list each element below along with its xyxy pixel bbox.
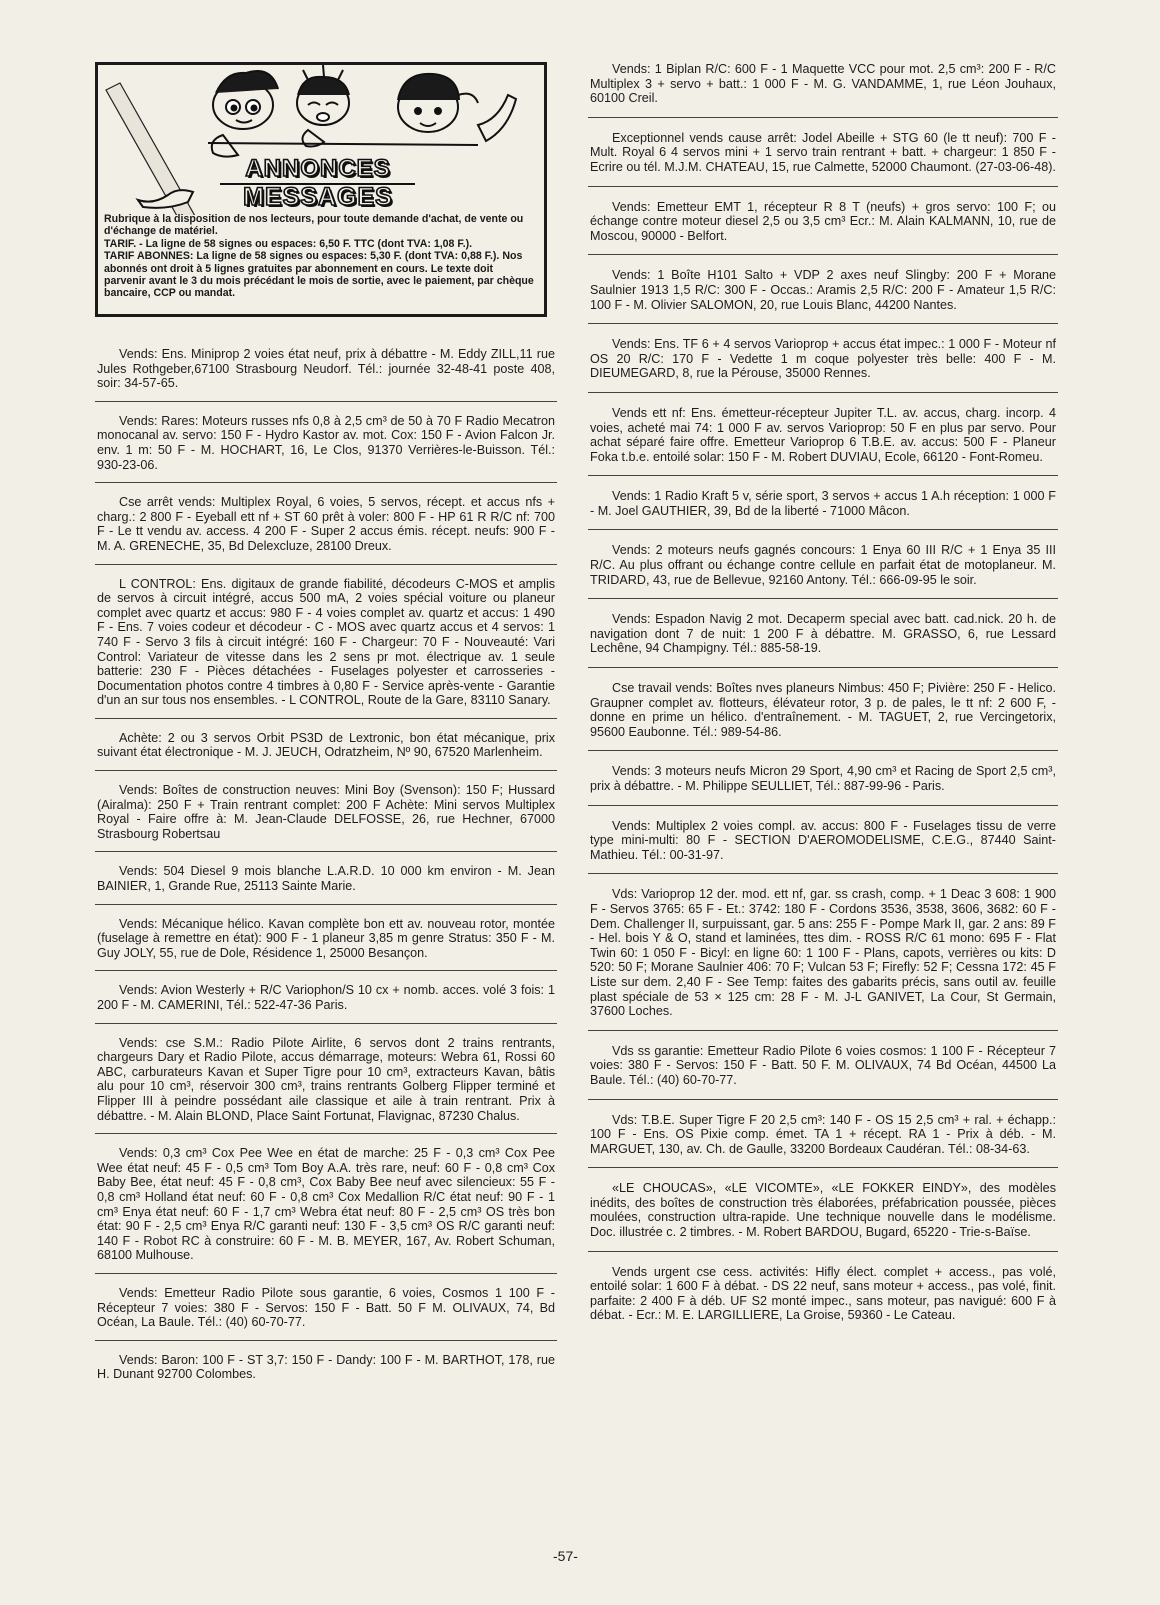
ad-separator [588,667,1058,668]
classified-ad: Vends: cse S.M.: Radio Pilote Airlite, 6 servos dont 2 trains rentrants, chargeurs Dary et Radio Pilote, accus démarrage, moteurs: Webra 61, Rossi 60 ABC, carburateurs Kavan et Super Tigre pour 10 cm³, extracteurs Kavan, bâtis alu pour 10 cm³, réservoir 300 cm³, trains rentrants Golberg Flipper terminé et Flipper III à peindre possédant aile classique et aile à train rentrant. Prix à débattre. - M. Alain BLOND, Place Saint Fortunat, Flavignac, 87230 Chalus. [97,1035,555,1123]
classified-ad: «LE CHOUCAS», «LE VICOMTE», «LE FOKKER EINDY», des modèles inédits, des boîtes de construction très élaborées, préfabrication poussée, pièces moulées, construction ultra-rapide. Une technique nouvelle dans le modélisme. Doc. illustrée c. 2 timbres. - M. Robert BARDOU, Bugard, 65220 - Trie-s-Baïse. [590,1181,1056,1240]
ad-separator [588,1167,1058,1168]
ad-separator [95,1133,557,1134]
ad-separator [588,186,1058,187]
classified-ad: Vds: Varioprop 12 der. mod. ett nf, gar. ss crash, comp. + 1 Deac 3 608: 1 900 F - Servos 3765: 65 F - Et.: 3742: 180 F - Cordons 3536, 3538, 3606, 3682: 60 F - Dem. Challenger II, surpuissant, gar. 5 ans: 255 F - Pompe Mark II, gar. 2 ans: 89 F - Hel. bois Y & O, stand et laminées, ttes dim. - ROSS R/C 61 mono: 695 F - Flat Twin 60: 1 050 F - Bicyl: en ligne 60: 1 100 F - Plans, capots, verrières ou kits: D 520: 50 F; Morane Saulnier 406: 70 F; Vulcan 53 F; Firefly: 52 F; Cessna 172: 45 F Liste sur dem. 2,40 F - See Temp: faites des gabarits précis, sans outil av. feuille plast spéciale de 53 × 125 cm: 28 F - M. J-L GANIVET, La Cour, St Germain, 37600 Loches. [590,887,1056,1019]
ad-separator [588,1251,1058,1252]
classified-ad: Vends: Ens. Miniprop 2 voies état neuf, prix à débattre - M. Eddy ZILL,11 rue Jules Rothgeber,67100 Strasbourg Neudorf. Tél.: journée 32-48-41 poste 408, soir: 34-57-65. [97,347,555,391]
classified-ad: Vends: Espadon Navig 2 mot. Decaperm special avec batt. cad.nick. 20 h. de navigation dont 7 de nuit: 1 200 F à débattre. M. GRASSO, 6, rue Lessard Lechêne, 94 Champigny. Tél.: 885-58-19. [590,612,1056,656]
ad-separator [95,1023,557,1024]
classified-ad: Vends: Emetteur Radio Pilote sous garantie, 6 voies, Cosmos 1 100 F - Récepteur 7 voies: 380 F - Servos: 150 F - Batt. 50 F M. OLIVAUX, 74, Bd Océan, La Baule. Tél.: (40) 60-70-77. [97,1285,555,1330]
annonces-header-box [95,62,547,317]
ad-separator [588,805,1058,806]
ad-separator [588,1030,1058,1031]
ad-separator [588,529,1058,530]
classified-ad: Vends: Rares: Moteurs russes nfs 0,8 à 2,5 cm³ de 50 à 70 F Radio Mecatron monocanal av. servo: 150 F - Hydro Kastor av. mot. Cox: 150 F - Avion Falcon Jr. env. 1 m: 50 F - M. HOCHART, 16, Le Clos, 91370 Verrières-le-Buisson. Tél.: 930-23-06. [97,413,555,472]
classified-ad: Cse arrêt vends: Multiplex Royal, 6 voies, 5 servos, récept. et accus nfs + charg.: 2 800 F - Eyeball ett nf + ST 60 prêt à voler: 800 F - HP 61 R R/C nf: 700 F - Le tt vendu av. access. 4 200 F - Super 2 accus émis. récept. neufs: 900 F - M. A. GRENECHE, 35, Bd Delexcluze, 28100 Dreux. [97,495,555,553]
ad-separator [95,401,557,402]
ad-separator [95,970,557,971]
left-column [95,62,557,1382]
classified-ad: Vends: 3 moteurs neufs Micron 29 Sport, 4,90 cm³ et Racing de Sport 2,5 cm³, prix à débattre. - M. Philippe SEULLIET, Tél.: 887-99-96 - Paris. [590,764,1056,793]
classified-ad: Vends: Baron: 100 F - ST 3,7: 150 F - Dandy: 100 F - M. BARTHOT, 178, rue H. Dunant 92700 Colombes. [97,1352,555,1382]
ad-separator [95,482,557,483]
ad-separator [95,851,557,852]
classified-ad: Vds ss garantie: Emetteur Radio Pilote 6 voies cosmos: 1 100 F - Récepteur 7 voies: 380 F - Servos: 150 F - Batt. 50 F. M. OLIVAUX, 74 Bd Océan, 44500 La Baule. Tél.: (40) 60-70-77. [590,1043,1056,1087]
classified-ad: Vends: Ens. TF 6 + 4 servos Varioprop + accus état impec.: 1 000 F - Moteur nf OS 20 R/C: 170 F - Vedette 1 m coque polyester très belle: 400 F - M. DIEUMEGARD, 8, rue la Pérouse, 35000 Rennes. [590,337,1056,381]
ad-separator [95,904,557,905]
ad-separator [588,873,1058,874]
annonces-title: ANNONCES [245,155,391,182]
ad-separator [588,1099,1058,1100]
classified-ad: Vds: T.B.E. Super Tigre F 20 2,5 cm³: 140 F - OS 15 2,5 cm³ + ral. + échapp.: 100 F - Ens. OS Pixie comp. émet. TA 1 + récept. RA 1 - Prix à déb. - M. MARGUET, 130, av. Ch. de Gaulle, 33200 Bordeaux Caudéran. Tél.: 08-34-63. [590,1112,1056,1156]
classified-ad: Achète: 2 ou 3 servos Orbit PS3D de Lextronic, bon état mécanique, prix suivant état électronique - M. J. JEUCH, Odratzheim, Nº 90, 67520 Marlenheim. [97,730,555,760]
classified-ad: Vends: Boîtes de construction neuves: Mini Boy (Svenson): 150 F; Hussard (Airalma): 250 F + Train rentrant complet: 200 F Achète: Mini servos Multiplex Royal - Faire offre à: M. Jean-Claude DELFOSSE, 26, rue Hechner, 67000 Strasbourg Robertsau [97,783,555,841]
ad-separator [95,1340,557,1341]
classified-ad: Vends: Emetteur EMT 1, récepteur R 8 T (neufs) + gros servo: 100 F; ou échange contre moteur diesel 2,5 ou 3,5 cm³ Ecr.: M. Alain KALMANN, 10, rue de Moscou, 90000 - Belfort. [590,199,1056,243]
right-column [588,62,1058,1323]
classified-ad: Vends: 1 Radio Kraft 5 v, série sport, 3 servos + accus 1 A.h réception: 1 000 F - M. Joel GAUTHIER, 39, Bd de la liberté - 71000 Mâcon. [590,489,1056,518]
ad-separator [588,750,1058,751]
classified-ad: Vends urgent cse cess. activités: Hifly élect. complet + access., pas volé, entoilé solar: 1 600 F à débat. - DS 22 neuf, sans moteur + access., pas volé, finit. parfaite: 2 400 F à déb. UF S2 monté impec., sans moteur, pas navigué: 600 F à débat. - Ecr.: M. E. LARGILLIERE, La Groise, 59360 - Le Cateau. [590,1264,1056,1323]
ad-separator [588,323,1058,324]
classified-ad: Vends: 1 Biplan R/C: 600 F - 1 Maquette VCC pour mot. 2,5 cm³: 200 F - R/C Multiplex 3 + servo + batt.: 1 000 F - M. G. VANDAMME, 1, rue Léon Jouhaux, 60100 Creil. [590,62,1056,106]
classified-ad: Cse travail vends: Boîtes nves planeurs Nimbus: 450 F; Pivière: 250 F - Helico. Graupner complet av. flotteurs, élévateur rotor, 3 p. de pales, le tt nf: 2 600 F, - donne en prime un hélico. d'entraînement. - M. TAGUET, 2, rue Vercingetorix, 95600 Eaubonne. Tél.: 989-54-86. [590,681,1056,739]
classified-ad: Vends: Multiplex 2 voies compl. av. accus: 800 F - Fuselages tissu de verre type mini-multi: 80 F - SECTION D'AEROMODELISME, C.E.G., 87440 Saint-Mathieu. Tél.: 00-31-97. [590,818,1056,862]
ad-separator [95,770,557,771]
ad-separator [95,564,557,565]
ad-separator [588,254,1058,255]
classified-ad: L CONTROL: Ens. digitaux de grande fiabilité, décodeurs C-MOS et amplis de servos à circuit intégré, accus 500 mA, 2 voies spécial voiture ou planeur complet avec quartz et accus: 980 F - 4 voies complet av. quartz et accus: 1 490 F - Ens. 7 voies codeur et décodeur - C - MOS avec quartz accus et 4 servos: 1 740 F - Servo 3 fils à circuit intégré: 160 F - Chargeur: 70 F - Nouveauté: Vari Control: Variateur de vitesse dans les 2 sens pr mot. électrique av. 1 seule batterie: 230 F - Pièces détachées - Fuselages polyester et carrosseries - Documentation photos contre 4 timbres à 0,80 F - Service après-vente - Garantie d'un an sur tous nos ensembles. - L CONTROL, Route de la Gare, 83110 Sanary. [97,576,555,708]
ad-separator [588,392,1058,393]
classified-ad: Vends: 504 Diesel 9 mois blanche L.A.R.D. 10 000 km environ - M. Jean BAINIER, 1, Grande Rue, 25113 Sainte Marie. [97,864,555,894]
ad-separator [588,475,1058,476]
classified-ad: Exceptionnel vends cause arrêt: Jodel Abeille + STG 60 (le tt neuf): 700 F - Mult. Royal 6 4 servos mini + 1 servo train rentrant + batt. + chargeur: 1 850 F - Ecrire ou tél. M.J.M. CHATEAU, 15, rue Calmette, 52000 Chaumont. (27-03-06-48). [590,130,1056,174]
classified-ad: Vends: 1 Boîte H101 Salto + VDP 2 axes neuf Slingby: 200 F + Morane Saulnier 1913 1,5 R/C: 300 F - Occas.: Aramis 2,5 R/C: 200 F - Amateur 1,5 R/C: 100 F - M. Olivier SALOMON, 20, rue Louis Blanc, 44200 Nantes. [590,268,1056,312]
page-number: -57- [553,1548,578,1564]
rubric-intro: Rubrique à la disposition de nos lecteurs, pour toute demande d'achat, de vente ou d'échange de matériel. [104,213,524,238]
rubric-text [104,213,534,300]
classified-ad: Vends ett nf: Ens. émetteur-récepteur Jupiter T.L. av. accus, charg. incorp. 4 voies, acheté mai 74: 1 000 F av. servos Varioprop: 50 F en plus par servo. Pour achat séparé faire offre. Emetteur Varioprop 6 T.B.E. av. accus: 500 F - Planeur Foka t.b.e. entoilé solar: 150 F - M. Robert DUVIAU, Ecole, 66120 - Font-Romeu. [590,405,1056,464]
ad-separator [588,117,1058,118]
classified-ad: Vends: 2 moteurs neufs gagnés concours: 1 Enya 60 III R/C + 1 Enya 35 III R/C. Au plus offrant ou échange contre cellule en parfait état de motoplaneur. M. TRIDARD, 43, rue de Bellevue, 92160 Antony. Tél.: 666-09-95 le soir. [590,543,1056,587]
classified-ad: Vends: Mécanique hélico. Kavan complète bon ett av. nouveau rotor, montée (fuselage à remettre en état): 900 F - 1 planeur 3,85 m genre Stratus: 350 F - M. Guy JOLY, 55, rue de Dole, Résidence 1, 25000 Besançon. [97,916,555,960]
ad-separator [95,1273,557,1274]
ad-separator [588,598,1058,599]
classified-ad: Vends: Avion Westerly + R/C Variophon/S 10 cx + nomb. acces. volé 3 fois: 1 200 F - M. CAMERINI, Tél.: 522-47-36 Paris. [97,983,555,1012]
rubric-tarif-abonnes: TARIF ABONNES: La ligne de 58 signes ou espaces: 5,30 F. (dont TVA: 0,88 F.). Nos abonnés ont droit à 5 lignes gratuites par abonnement en cours. Le texte doit parvenir avant le 3 du mois précédant le mois de sortie, avec le paiement, par chèque bancaire, CCP ou mandat. [104,250,534,300]
rubric-tarif: TARIF. - La ligne de 58 signes ou espaces: 6,50 F. TTC (dont TVA: 1,08 F.). [104,237,473,250]
messages-title: MESSAGES [243,183,393,211]
ad-separator [95,718,557,719]
classified-ad: Vends: 0,3 cm³ Cox Pee Wee en état de marche: 25 F - 0,3 cm³ Cox Pee Wee état neuf: 45 F - 0,5 cm³ Tom Boy A.A. très rare, neuf: 60 F - 0,8 cm³ Cox Baby Bee, état neuf: 45 F - 0,8 cm³, Cox Baby Bee neuf avec silencieux: 55 F - 0,8 cm³ Holland état neuf: 60 F - 0,8 cm³ Cox Medallion R/C état neuf: 90 F - 1 cm³ Enya état neuf: 60 F - 1,7 cm³ Webra état neuf: 80 F - 2,5 cm³ OS très bon état: 90 F - 2,5 cm³ Enya R/C garanti neuf: 130 F - 3,5 cm³ OS R/C garanti neuf: 140 F - Robot RC à construire: 60 F - M. B. MEYER, 167, Av. Robert Schuman, 68100 Mulhouse. [97,1146,555,1263]
